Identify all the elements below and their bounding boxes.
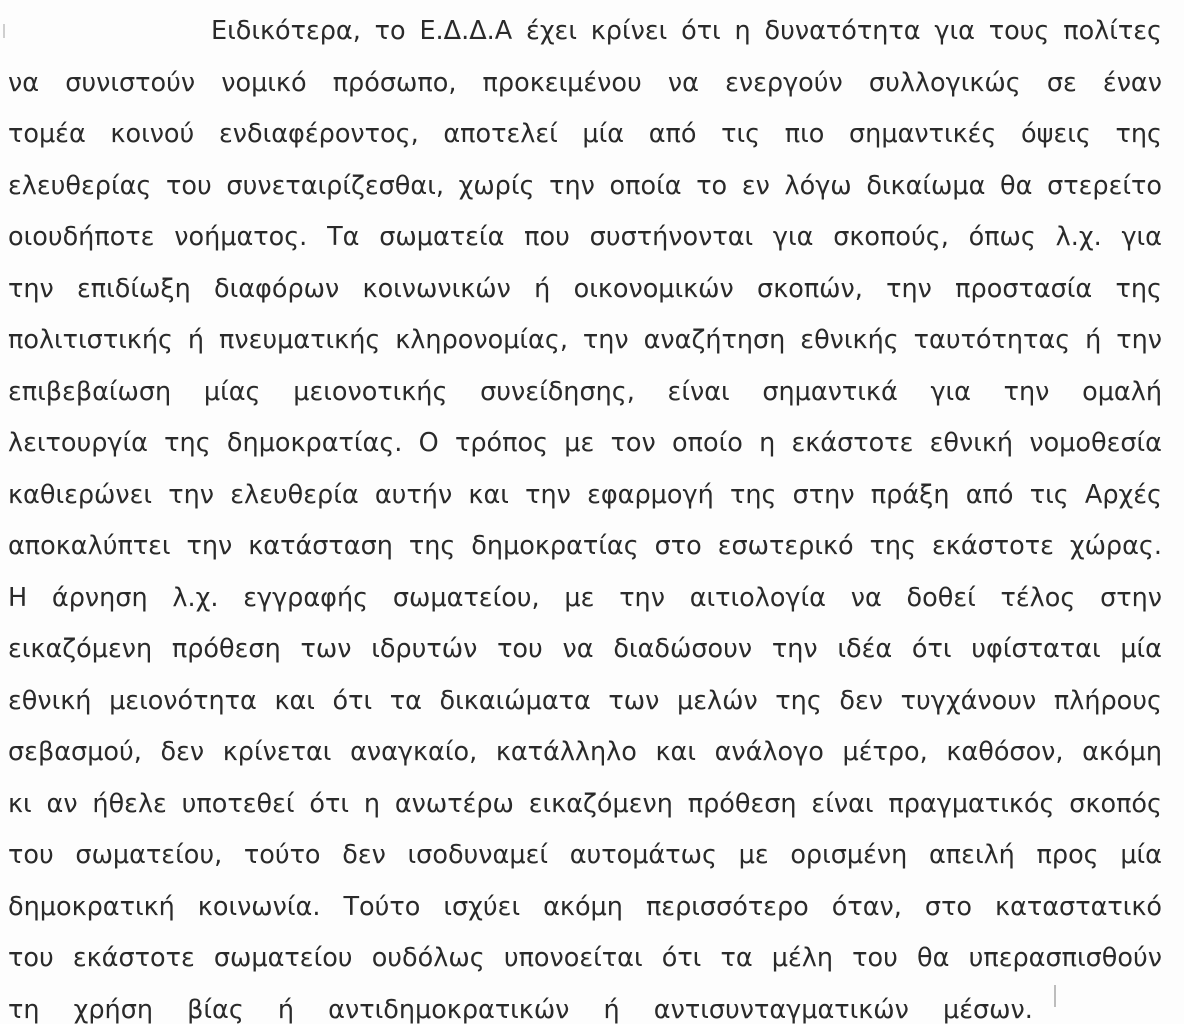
text-cursor-mark — [1054, 985, 1056, 1007]
text-line: του εκάστοτε σωματείου ουδόλως υπονοείται ότι τα μέλη του θα υπερασπισθούν — [8, 933, 1162, 985]
text-line: εθνική μειονότητα και ότι τα δικαιώματα των μελών της δεν τυγχάνουν πλήρους — [8, 676, 1162, 728]
text-line: κι αν ήθελε υποτεθεί ότι η ανωτέρω εικαζόμενη πρόθεση είναι πραγματικός σκοπός — [8, 779, 1162, 831]
text-line: την επιδίωξη διαφόρων κοινωνικών ή οικονομικών σκοπών, την προστασία της — [8, 264, 1162, 316]
text-line: εικαζόμενη πρόθεση των ιδρυτών του να διαδώσουν την ιδέα ότι υφίσταται μία — [8, 624, 1162, 676]
text-line: δημοκρατική κοινωνία. Τούτο ισχύει ακόμη περισσότερο όταν, στο καταστατικό — [8, 882, 1162, 934]
margin-mark — [3, 24, 5, 38]
text-line: επιβεβαίωση μίας μειονοτικής συνείδησης, είναι σημαντικά για την ομαλή — [8, 367, 1162, 419]
text-line: Η άρνηση λ.χ. εγγραφής σωματείου, με την αιτιολογία να δοθεί τέλος στην — [8, 573, 1162, 625]
text-line: αποκαλύπτει την κατάσταση της δημοκρατίας στο εσωτερικό της εκάστοτε χώρας. — [8, 521, 1162, 573]
text-line: να συνιστούν νομικό πρόσωπο, προκειμένου να ενεργούν συλλογικώς σε έναν — [8, 58, 1162, 110]
text-line: ελευθερίας του συνεταιρίζεσθαι, χωρίς την οποία το εν λόγω δικαίωμα θα στερείτο — [8, 161, 1162, 213]
text-line: πολιτιστικής ή πνευματικής κληρονομίας, την αναζήτηση εθνικής ταυτότητας ή την — [8, 315, 1162, 367]
text-line: σεβασμού, δεν κρίνεται αναγκαίο, κατάλληλο και ανάλογο μέτρο, καθόσον, ακόμη — [8, 727, 1162, 779]
text-line: λειτουργία της δημοκρατίας. Ο τρόπος με τον οποίο η εκάστοτε εθνική νομοθεσία — [8, 418, 1162, 470]
text-line: τη χρήση βίας ή αντιδημοκρατικών ή αντισυνταγματικών μέσων. — [8, 985, 1162, 1036]
paragraph — [8, 6, 1162, 1036]
text-line: Ειδικότερα, το Ε.Δ.Δ.Α έχει κρίνει ότι η δυνατότητα για τους πολίτες — [8, 6, 1162, 58]
text-line: του σωματείου, τούτο δεν ισοδυναμεί αυτομάτως με ορισμένη απειλή προς μία — [8, 830, 1162, 882]
text-line: οιουδήποτε νοήματος. Τα σωματεία που συστήνονται για σκοπούς, όπως λ.χ. για — [8, 212, 1162, 264]
text-line: τομέα κοινού ενδιαφέροντος, αποτελεί μία από τις πιο σημαντικές όψεις της — [8, 109, 1162, 161]
text-line: καθιερώνει την ελευθερία αυτήν και την εφαρμογή της στην πράξη από τις Αρχές — [8, 470, 1162, 522]
